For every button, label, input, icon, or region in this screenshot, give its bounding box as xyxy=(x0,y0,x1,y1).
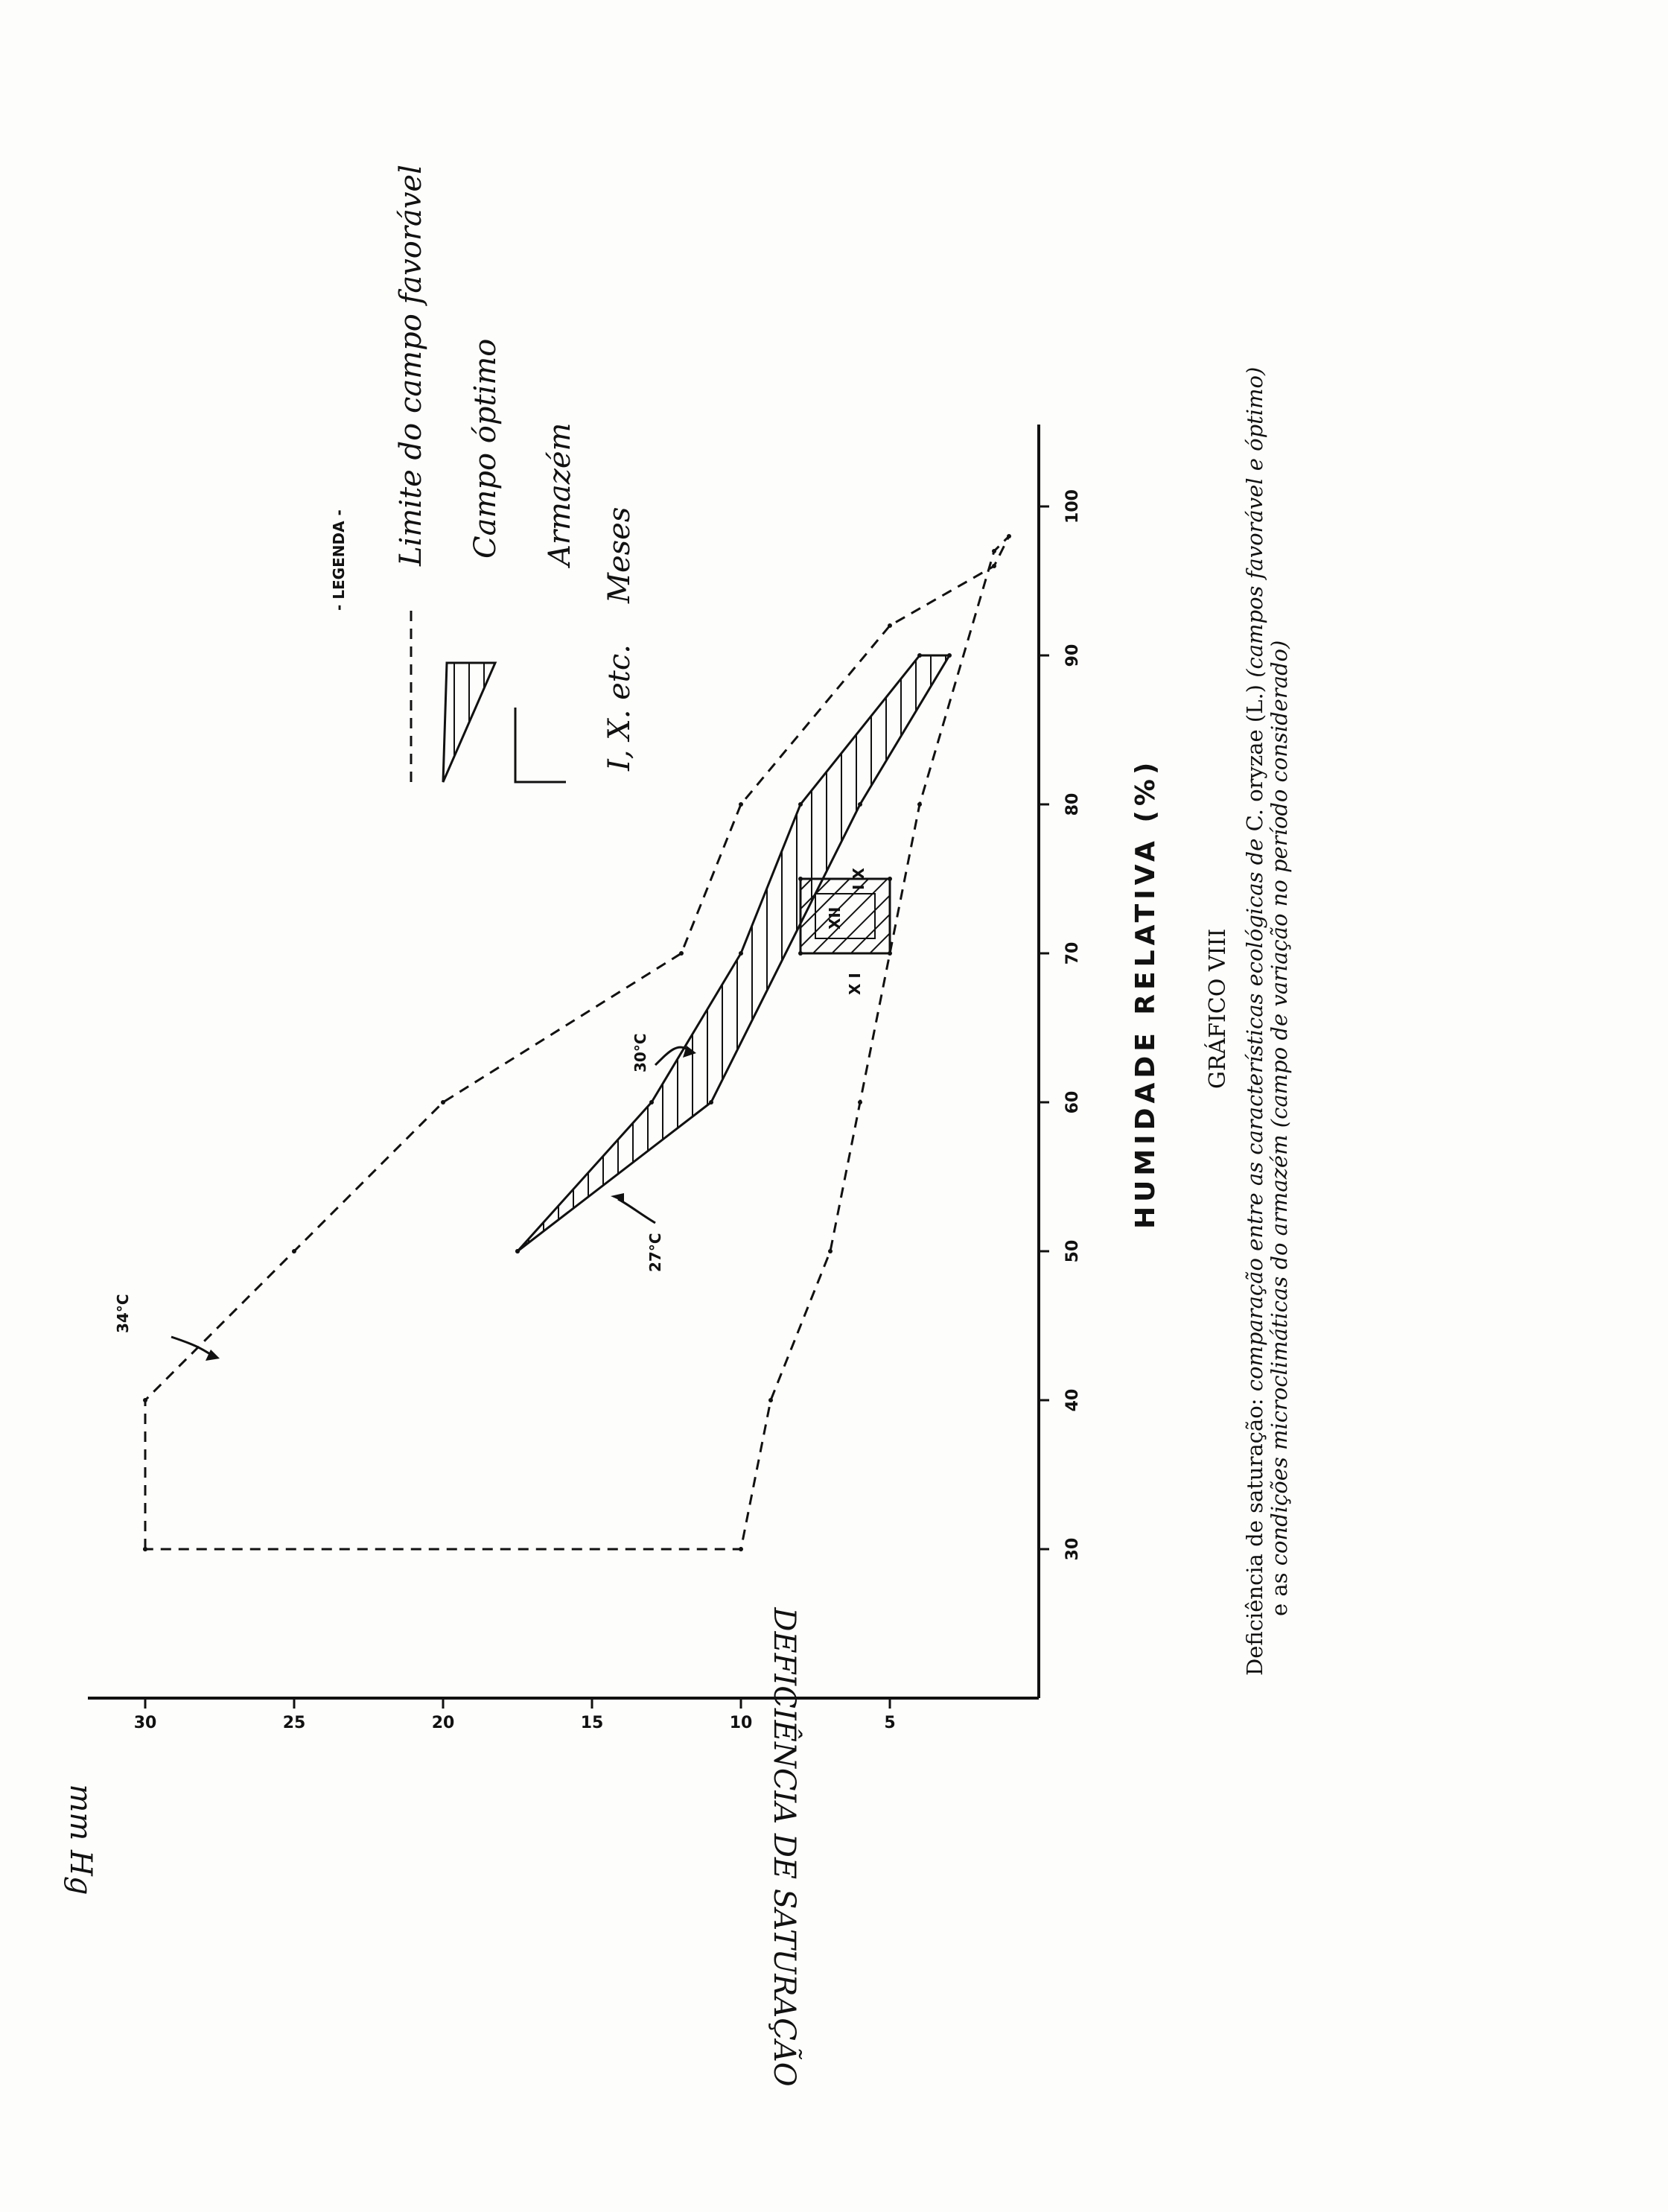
x-tick-label: 50 xyxy=(1063,1239,1082,1263)
figure-caption-line2 xyxy=(1267,641,1292,1616)
caption-line1-part-h: favorável e óptimo) xyxy=(1242,366,1267,579)
series-point xyxy=(798,951,803,956)
caption-line1-part-b: comparação xyxy=(1242,1258,1267,1392)
series-point xyxy=(1007,534,1011,538)
caption-line1-part-e: C. oryzae xyxy=(1242,729,1267,832)
annotation-34c: 34°C xyxy=(114,1294,132,1333)
series-point xyxy=(798,877,803,881)
series-point xyxy=(739,802,743,807)
caption-line2-part-b: condições microclimáticas do armazém xyxy=(1267,1134,1292,1566)
series-point xyxy=(917,802,922,807)
series-favoravel-boundary xyxy=(145,536,1009,1549)
x-tick-label: 80 xyxy=(1063,792,1082,816)
series-point xyxy=(888,623,892,628)
caption-line1-part-d: as características ecológicas de xyxy=(1242,838,1267,1186)
y-axis-unit: mm Hg xyxy=(63,1784,98,1895)
series-point xyxy=(917,653,922,658)
x-tick-label: 70 xyxy=(1063,941,1082,965)
series-point xyxy=(739,951,743,956)
x-tick-label: 60 xyxy=(1063,1090,1082,1114)
annotation-27c: 27°C xyxy=(646,1233,664,1272)
x-tick-label: 30 xyxy=(1063,1537,1082,1561)
legend-item-optimo: Campo óptimo xyxy=(468,338,503,559)
caption-line1-part-g: (campos xyxy=(1242,585,1267,678)
series-point xyxy=(992,564,996,568)
legend-item-favoravel: Limite do campo favorável xyxy=(394,165,428,566)
annotation-month-xi: X I xyxy=(846,973,864,995)
y-tick-label: 25 xyxy=(282,1714,306,1732)
y-tick-label: 10 xyxy=(729,1714,753,1732)
series-point xyxy=(888,951,892,956)
annotation-30c: 30°C xyxy=(631,1033,649,1072)
series-point xyxy=(888,877,892,881)
series-point xyxy=(992,549,996,553)
caption-line1-part-f: (L.) xyxy=(1242,684,1267,723)
series-point xyxy=(768,1398,773,1402)
x-axis-title: HUMIDADE RELATIVA (%) xyxy=(1130,757,1161,1229)
legend-title: - LEGENDA - xyxy=(330,509,348,611)
x-tick-label: 100 xyxy=(1063,489,1082,524)
series-point xyxy=(441,1100,445,1105)
series-point xyxy=(828,1249,833,1253)
legend xyxy=(330,165,637,782)
chart-series xyxy=(143,534,1011,1551)
series-point xyxy=(739,1547,743,1551)
series-point xyxy=(292,1249,296,1253)
series-point xyxy=(515,1249,520,1253)
legend-item-armazem: Armazém xyxy=(543,422,577,566)
series-point xyxy=(143,1398,147,1402)
series-point xyxy=(947,653,952,658)
legend-item-meses: Meses xyxy=(602,506,637,603)
y-axis-title: DEFICIÊNCIA DE SATURAÇÃO xyxy=(767,1607,801,2087)
y-tick-label: 15 xyxy=(580,1714,604,1732)
caption-line2-part-a: e as xyxy=(1267,1572,1292,1616)
legend-armazem-swatch xyxy=(515,708,566,782)
series-point xyxy=(679,951,684,956)
caption-line1-part-a: Deficiência de saturação: xyxy=(1242,1398,1267,1676)
annotation-34c-arrowhead xyxy=(206,1350,220,1361)
series-point xyxy=(709,1100,713,1105)
annotation-27c-arrowhead xyxy=(611,1193,624,1202)
x-axis-ticks xyxy=(1039,489,1082,1560)
series-point xyxy=(649,1100,654,1105)
annotation-month-ix: I X xyxy=(850,868,868,890)
x-tick-label: 90 xyxy=(1063,643,1082,667)
caption-line2-part-c: (campo de variação no período considerado) xyxy=(1267,640,1292,1128)
series-point xyxy=(798,802,803,807)
figure-title: GRÁFICO VIII xyxy=(1205,928,1231,1089)
series-armazem-box xyxy=(800,879,890,953)
legend-hatch-swatch xyxy=(443,663,495,782)
y-tick-label: 5 xyxy=(884,1714,896,1732)
annotation-month-xii: XII xyxy=(826,906,844,929)
series-point xyxy=(858,802,862,807)
legend-months-marker: I, X. etc. xyxy=(602,644,637,771)
y-tick-label: 30 xyxy=(133,1714,157,1732)
series-point xyxy=(858,1100,862,1105)
y-tick-label: 20 xyxy=(431,1714,455,1732)
caption-line1-part-c: entre xyxy=(1242,1192,1267,1251)
figure-caption-line1 xyxy=(1242,367,1267,1676)
series-point xyxy=(143,1547,147,1551)
annotation-27c-arrow xyxy=(618,1199,655,1223)
x-tick-label: 40 xyxy=(1063,1388,1082,1412)
